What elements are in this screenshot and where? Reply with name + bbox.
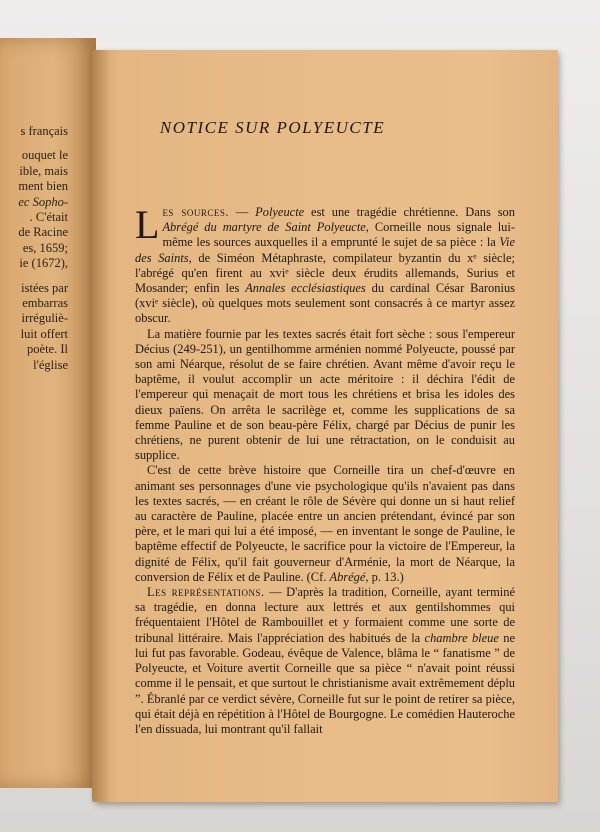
paragraph-chef-oeuvre (135, 463, 515, 585)
italic-run: Abrégé du martyre de Saint Polyeucte (162, 220, 366, 235)
italic-run: Polyeucte (255, 205, 305, 219)
text-run: , Corneille nous signale lui-même les sources auxquelles il a emprunté le sujet de sa pièce : la (162, 220, 515, 250)
text-run: — D'après la tradition, Corneille, ayant terminé sa tragédie, en donna lecture aux lettrés et aux gentilshommes qui fréquentaient l'Hôtel de Rambouillet et y formaient comme une sorte de tribunal littéraire. Mais l'appréciation des habitués de la (135, 585, 515, 645)
italic-run: Abrégé (329, 569, 366, 584)
left-line: ouquet le (21, 148, 68, 163)
left-line: luit offert (20, 326, 68, 341)
left-line: ec Sopho- (18, 194, 68, 209)
text-run: ne lui fut pas favorable. Godeau, évêque de Valence, blâma le “ fanatisme ” de Polyeucte, et Voiture avertit Corneille que sa pièce “ n'avait point réussi comme il le pensait, et que surtout le christianisme avait extrêmement déplu ”. Ébranlé par ce verdict sévère, Corneille fut sur le point de retirer sa pièce, qui était déjà en répétition à l'Hôtel de Bourgogne. Le comédien Hauteroche l'en dissuada, lui montrant qu'il fallait (135, 630, 516, 736)
section-label-representations: Les représentations. (147, 585, 265, 600)
sources-paragraph (135, 202, 515, 327)
paragraph-matiere: La matière fournie par les textes sacrés était fort sèche : sous l'empereur Décius (249-251), un gentilhomme arménien nommé Polyeucte, poussé par son ami Néarque, résolut de se faire chrétien. Avant même d'avoir reçu le baptême, il voulut accomplir un acte méritoire : il déchira l'édit de l'empereur qui menaçait de mort tous les chrétiens et brisa les idoles des dieux païens. On arrêta le sacrilège et, comme les supplications de sa femme Pauline et de son beau-père Félix, chargé par Décius de punir les chrétiens, ne purent obtenir de lui une rétractation, on le conduisit au supplice. (135, 326, 515, 463)
left-line: embarras (22, 296, 68, 311)
text-run: du cardinal César Baronius (xviᵉ siècle), où quelques mots seulement sont consacrés à ce martyr assez obscur. (135, 281, 515, 326)
left-line: s français (20, 124, 68, 138)
left-line: de Racine (18, 225, 68, 240)
left-line: poète. Il (27, 342, 68, 357)
left-page (0, 38, 96, 788)
notice-body (135, 202, 516, 737)
left-line: irréguliè- (21, 311, 68, 326)
left-page-text (0, 124, 96, 373)
drop-cap: L (135, 202, 160, 247)
italic-run: Annales ecclésiastiques (245, 281, 366, 296)
text-run: , p. 13.) (365, 569, 404, 584)
representations-paragraph (135, 585, 515, 737)
left-line: istées par (21, 280, 68, 295)
left-line: ment bien (18, 179, 68, 194)
section-label-sources: es sources. (162, 205, 229, 219)
left-line: . C'était (29, 210, 68, 225)
text-run: , de Siméon Métaphraste, compilateur byzantin du xᵉ siècle; l'abrégé qu'en firent au xviᵉ siècle deux érudits allemands, Surius et Mosander; enfin les (135, 250, 515, 296)
text-run: — (228, 205, 256, 219)
italic-run: chambre bleue (424, 630, 499, 645)
left-line: l'église (33, 357, 68, 372)
page-title: NOTICE SUR POLYEUCTE (159, 118, 386, 137)
left-line: ible, mais (19, 163, 68, 178)
left-line: ie (1672), (19, 256, 68, 271)
text-run: C'est de cette brève histoire que Corneille tira un chef-d'œuvre en animant ses personnages d'une vie psychologique qu'ils n'avaient pas dans les textes sacrés, — en créant le rôle de Sévère qui donne un si haut relief au caractère de Pauline, placée entre un ancien prétendant, évincé par son père, et le mari qui lui a été imposé, — en inventant le songe de Pauline, le baptême effectif de Polyeucte, le sacrifice pour la victoire de l'Empereur, la dignité de Félix, qu'il fait gouverneur d'Arménie, la mort de Néarque, la conversion de Félix et de Pauline. (Cf. (135, 463, 515, 584)
left-line: es, 1659; (22, 240, 68, 255)
text-run: est une tragédie chrétienne. Dans son (304, 205, 515, 219)
italic-run: Vie des Saints (135, 235, 515, 265)
